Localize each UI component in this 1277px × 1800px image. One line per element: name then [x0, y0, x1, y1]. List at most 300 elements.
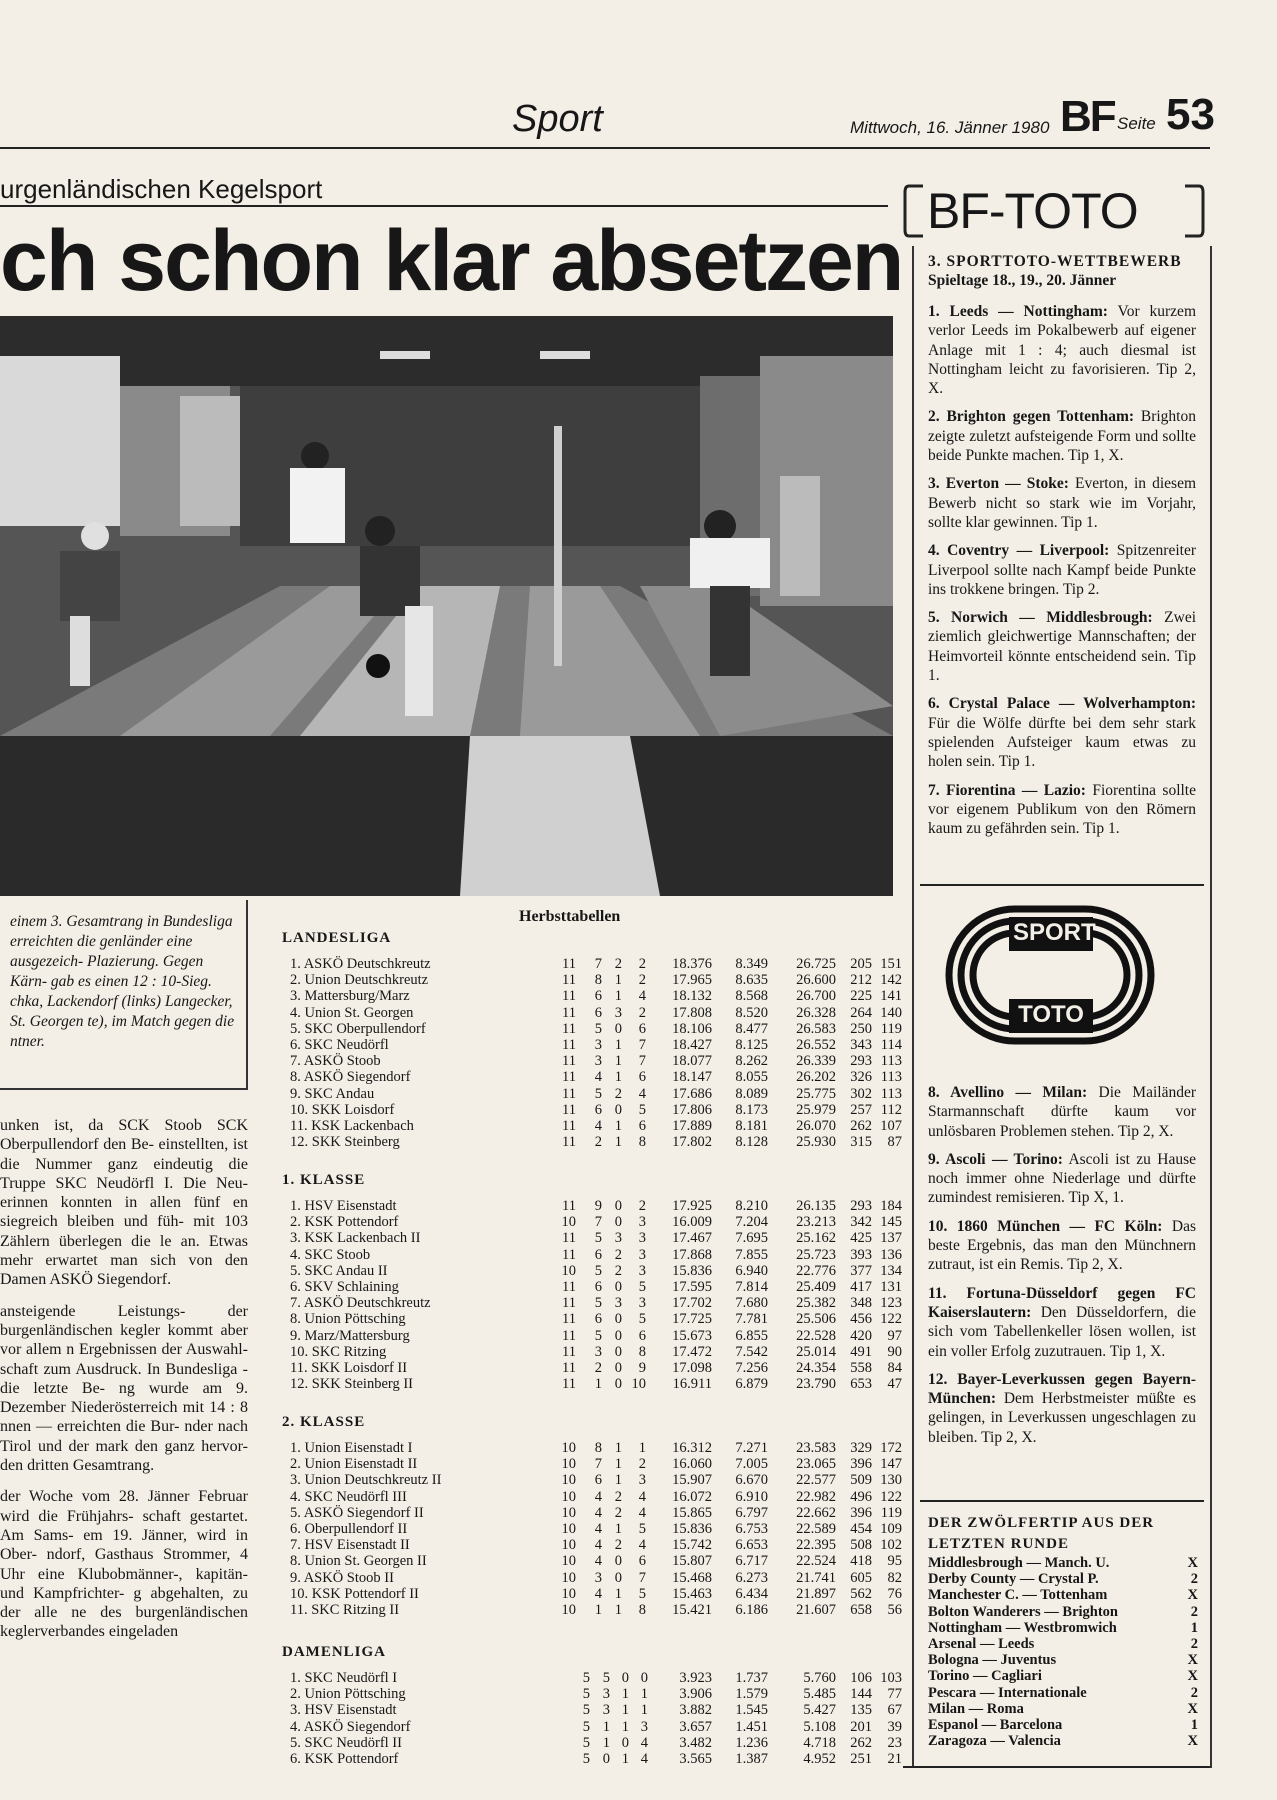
table-cell: 1	[614, 988, 622, 1005]
table-cell: 8.181	[735, 1118, 768, 1134]
table-cell: 3	[638, 1214, 646, 1231]
table-cell: 1	[614, 1134, 622, 1151]
table-cell: 2	[594, 1134, 602, 1151]
table-row	[290, 1360, 902, 1376]
table-cell: 1.451	[735, 1718, 768, 1735]
table-cell: 0	[614, 1101, 622, 1118]
sport-toto-logo	[945, 905, 1155, 1045]
match-title: 2. Brighton gegen Tottenham:	[928, 408, 1135, 426]
table-cell: 5	[582, 1751, 590, 1767]
table-cell: 22.662	[796, 1504, 836, 1521]
tip-match: Arsenal — Leeds	[928, 1636, 1035, 1652]
table-cell: 3.882	[679, 1702, 712, 1719]
tip-row	[928, 1571, 1198, 1587]
team-name: 1. Union Eisenstadt I	[290, 1440, 413, 1456]
table-cell: 6.855	[735, 1327, 768, 1344]
table-cell: 10	[561, 1262, 576, 1279]
table-cell: 39	[887, 1718, 902, 1735]
team-name: 4. ASKÖ Siegendorf	[290, 1718, 411, 1735]
table-cell: 6.653	[735, 1537, 768, 1554]
table-cell: 18.077	[672, 1053, 712, 1070]
table-cell: 113	[880, 1085, 902, 1102]
table-cell: 6.940	[735, 1262, 768, 1279]
table-cell: 5	[638, 1521, 646, 1537]
table-cell: 11	[562, 1230, 576, 1247]
team-name: 1. SKC Neudörfl I	[290, 1670, 398, 1686]
article-headline: ch schon klar absetzen	[0, 213, 903, 309]
team-name: 10. SKK Loisdorf	[290, 1101, 395, 1118]
table-cell: 25.506	[796, 1311, 836, 1328]
table-cell: 147	[880, 1456, 902, 1473]
table-cell: 454	[850, 1521, 872, 1537]
toto-prediction	[928, 407, 1196, 465]
header-rule	[0, 147, 1210, 149]
table-cell: 26.552	[796, 1037, 836, 1053]
table-cell: 7.542	[735, 1343, 768, 1360]
table-row	[290, 1198, 902, 1214]
table-cell: 293	[850, 1053, 872, 1070]
table-cell: 0	[614, 1279, 622, 1295]
table-cell: 6.717	[735, 1553, 768, 1570]
table-cell: 11	[562, 1246, 576, 1263]
team-name: 1. ASKÖ Deutschkreutz	[290, 956, 431, 972]
tip-row	[928, 1717, 1198, 1733]
team-name: 6. KSK Pottendorf	[290, 1751, 399, 1767]
match-title: 1. Leeds — Nottingham:	[928, 303, 1108, 320]
match-comment: Vor kurzem verlor Leeds im Pokalbewerb auf eigener Anlage mit 1 : 4; auch diesmal ist Nottingham leicht zu favorisieren. Tip 2, X.	[928, 303, 1196, 398]
table-cell: 7.695	[735, 1230, 768, 1247]
table-cell: 11	[562, 1004, 576, 1021]
table-cell: 17.808	[672, 1004, 712, 1021]
table-cell: 22.982	[796, 1488, 836, 1505]
table-cell: 95	[887, 1553, 902, 1570]
table-cell: 201	[850, 1718, 872, 1735]
table-cell: 11	[562, 1198, 576, 1214]
table-cell: 6.273	[735, 1569, 768, 1586]
team-name: 8. ASKÖ Siegendorf	[290, 1069, 411, 1086]
table-cell: 5.760	[803, 1670, 836, 1686]
table-row	[290, 1734, 902, 1751]
table-cell: 3	[602, 1686, 610, 1703]
table-cell: 1	[621, 1718, 629, 1735]
table-cell: 212	[850, 972, 872, 989]
table-cell: 6.670	[735, 1472, 768, 1489]
table-cell: 17.467	[672, 1230, 712, 1247]
table-cell: 6	[594, 1472, 602, 1489]
table-cell: 11	[562, 1376, 576, 1393]
table-cell: 16.072	[672, 1488, 712, 1505]
team-name: 8. Union St. Georgen II	[290, 1553, 427, 1570]
logo-toto-text: TOTO	[1018, 1001, 1084, 1028]
table-cell: 2	[638, 1198, 646, 1214]
table-cell: 10	[561, 1537, 576, 1554]
team-name: 9. ASKÖ Stoob II	[290, 1569, 394, 1586]
table-cell: 4	[594, 1504, 602, 1521]
table-cell: 11	[562, 1311, 576, 1328]
table-cell: 2	[614, 956, 622, 972]
table-cell: 1	[614, 1037, 622, 1053]
table-cell: 17.925	[672, 1198, 712, 1214]
table-cell: 1	[614, 1602, 622, 1618]
table-cell: 17.098	[672, 1360, 712, 1376]
kicker-rule	[0, 205, 888, 207]
table-cell: 11	[562, 1295, 576, 1312]
table-cell: 7.855	[735, 1246, 768, 1263]
tip-row	[928, 1733, 1198, 1749]
table-cell: 6.797	[735, 1504, 768, 1521]
table-cell: 3	[594, 1053, 602, 1070]
match-comment: Die Mailänder Starmannschaft dürfte kaum vor unlösbaren Problemen stehen. Tip 2, X.	[928, 1084, 1196, 1140]
table-cell: 5	[582, 1702, 590, 1719]
table-cell: 3	[640, 1718, 648, 1735]
table-cell: 1	[614, 1440, 622, 1456]
table-cell: 1	[621, 1702, 629, 1719]
table-cell: 1	[614, 1472, 622, 1489]
team-name: 2. Union Deutschkreutz	[290, 972, 429, 989]
table-cell: 3	[614, 1230, 622, 1247]
table-cell: 2	[614, 1537, 622, 1554]
table-cell: 11	[562, 1118, 576, 1134]
table-cell: 17.595	[672, 1279, 712, 1295]
table-cell: 3	[638, 1472, 646, 1489]
table-cell: 26.600	[796, 972, 836, 989]
team-name: 5. SKC Andau II	[290, 1262, 388, 1279]
table-cell: 396	[850, 1456, 872, 1473]
table-cell: 6	[594, 988, 602, 1005]
team-name: 7. ASKÖ Deutschkreutz	[290, 1295, 431, 1312]
tip-row	[928, 1685, 1198, 1701]
table-cell: 21	[887, 1751, 902, 1767]
table-cell: 22.577	[796, 1472, 836, 1489]
table-cell: 11	[562, 1279, 576, 1295]
table-cell: 2	[638, 1004, 646, 1021]
table-cell: 1.579	[735, 1686, 768, 1703]
table-cell: 18.147	[672, 1069, 712, 1086]
table-cell: 1	[614, 1456, 622, 1473]
table-cell: 17.686	[672, 1085, 712, 1102]
team-name: 3. Mattersburg/Marz	[290, 988, 410, 1005]
toto-title: BF-TOTO	[927, 183, 1138, 239]
table-cell: 7.680	[735, 1295, 768, 1312]
team-name: 5. SKC Neudörfl II	[290, 1734, 402, 1751]
table-cell: 3.657	[679, 1718, 712, 1735]
table-cell: 1	[638, 1440, 646, 1456]
table-cell: 11	[562, 1037, 576, 1053]
table-cell: 144	[850, 1686, 872, 1703]
table-cell: 5	[594, 1020, 602, 1037]
table-cell: 5	[582, 1718, 590, 1735]
table-cell: 8.349	[735, 956, 768, 972]
table-cell: 134	[880, 1262, 902, 1279]
table-cell: 77	[887, 1686, 902, 1703]
table-cell: 509	[850, 1472, 872, 1489]
table-cell: 15.907	[672, 1472, 712, 1489]
table-row	[290, 1553, 902, 1570]
table-cell: 25.162	[796, 1230, 836, 1247]
table-row	[290, 1585, 902, 1602]
table-cell: 8.125	[735, 1037, 768, 1053]
table-cell: 496	[850, 1488, 872, 1505]
table-cell: 302	[850, 1085, 872, 1102]
table-cell: 25.979	[796, 1101, 836, 1118]
toto-prediction	[928, 474, 1196, 532]
table-cell: 1.236	[735, 1734, 768, 1751]
table-cell: 5.108	[803, 1718, 836, 1735]
table-cell: 0	[614, 1327, 622, 1344]
table-cell: 3	[638, 1230, 646, 1247]
table-cell: 5	[582, 1734, 590, 1751]
table-cell: 3	[602, 1702, 610, 1719]
article-paragraph: der Woche vom 28. Jänner Februar wird die Frühjahrs- schaft gestartet. Am Sams- em 19. Jänner, wird in Ober- ndorf, Gasthaus Strommer, 4 Uhr eine Klubobmänner-, kapitän- und Kampfrichter- g abgehalten, zu der alle ne des burgenländischen keglerverbandes eingeladen	[0, 1488, 248, 1641]
section-title: Sport	[512, 98, 603, 140]
table-cell: 5	[594, 1295, 602, 1312]
toto-intro-title: 3. SPORTTOTO-WETTBEWERB	[928, 253, 1182, 270]
page-label: Seite	[1117, 114, 1156, 133]
table-row	[290, 1702, 902, 1719]
table-cell: 293	[850, 1198, 872, 1214]
table-cell: 6.879	[735, 1376, 768, 1393]
table-cell: 5.485	[803, 1686, 836, 1703]
table-cell: 119	[880, 1020, 902, 1037]
table-cell: 4	[640, 1734, 648, 1751]
team-name: 3. Union Deutschkreutz II	[290, 1472, 442, 1489]
table-row	[290, 1262, 902, 1279]
table-row	[290, 1718, 902, 1735]
table-cell: 4	[638, 1488, 646, 1505]
match-title: 11. Fortuna-Düsseldorf gegen FC Kaiserslautern:	[928, 1284, 1196, 1321]
table-cell: 2	[638, 972, 646, 989]
table-cell: 1	[614, 1585, 622, 1602]
table-cell: 6	[594, 1101, 602, 1118]
table-cell: 393	[850, 1246, 872, 1263]
table-cell: 10	[561, 1504, 576, 1521]
table-cell: 122	[880, 1311, 902, 1328]
table-cell: 0	[614, 1343, 622, 1360]
table-cell: 3.923	[679, 1670, 712, 1686]
table-cell: 1	[614, 1069, 622, 1086]
table-cell: 2	[638, 1456, 646, 1473]
table-cell: 250	[850, 1020, 872, 1037]
team-name: 11. SKC Ritzing II	[290, 1602, 400, 1618]
table-cell: 7	[638, 1053, 646, 1070]
match-comment: Das beste Ergebnis, das man den Münchnern zutraut, ist ein Remis. Tip 2, X.	[928, 1217, 1196, 1274]
table-cell: 18.376	[672, 956, 712, 972]
table-cell: 11	[562, 1085, 576, 1102]
article-paragraph: ansteigende Leistungs- der burgenländischen kegler kommt aber vor allem n Ergebnissen der Auswahl- schaft zum Ausdruck. In Bundesliga - die letzte Be- ng wurde am 9. Dezember Niederösterreich mit 14 : 8 nnen — erreichten die Bur- nder nach Tirol und der mark den ganz hervor- den dritten Gesamtrang.	[0, 1302, 248, 1475]
issue-date: Mittwoch, 16. Jänner 1980	[850, 118, 1050, 137]
table-cell: 4	[638, 988, 646, 1005]
match-comment: Fiorentina sollte vor eigenem Publikum von den Römern kaum zu gefährden sein. Tip 1.	[928, 781, 1196, 838]
table-cell: 0	[614, 1360, 622, 1376]
table-cell: 84	[887, 1360, 902, 1376]
match-title: 10. 1860 München — FC Köln:	[928, 1217, 1163, 1235]
table-cell: 5	[582, 1686, 590, 1703]
table-cell: 4	[638, 1085, 646, 1102]
table-cell: 8.128	[735, 1134, 768, 1151]
toto-predictions-b	[928, 1083, 1196, 1456]
table-cell: 4	[638, 1504, 646, 1521]
table-row	[290, 1214, 902, 1231]
table-cell: 119	[880, 1504, 902, 1521]
table-cell: 15.673	[672, 1327, 712, 1344]
match-title: 8. Avellino — Milan:	[928, 1084, 1088, 1101]
table-cell: 417	[850, 1279, 872, 1295]
table-cell: 6	[594, 1246, 602, 1263]
team-name: 7. HSV Eisenstadt II	[290, 1537, 410, 1554]
table-row	[290, 1101, 902, 1118]
toto-intro	[928, 252, 1196, 301]
table-cell: 26.328	[796, 1004, 836, 1021]
article-body	[0, 1116, 248, 1654]
tip-result: X	[1187, 1587, 1198, 1604]
table-cell: 4	[594, 1553, 602, 1570]
table-cell: 0	[640, 1670, 648, 1686]
tables-title: Herbsttabellen	[519, 908, 621, 925]
tip-result: 1	[1190, 1717, 1198, 1733]
table-cell: 113	[880, 1069, 902, 1086]
table-cell: 17.802	[672, 1134, 712, 1151]
table-cell: 10	[631, 1376, 646, 1393]
table-cell: 0	[614, 1214, 622, 1231]
tip-result: X	[1187, 1733, 1198, 1750]
table-cell: 420	[850, 1327, 872, 1344]
toto-prediction	[928, 1150, 1196, 1208]
team-name: 3. HSV Eisenstadt	[290, 1702, 397, 1719]
table-cell: 2	[614, 1504, 622, 1521]
table-cell: 2	[594, 1360, 602, 1376]
table-cell: 2	[614, 1085, 622, 1102]
match-comment: Den Düsseldorfern, die sich vom Tabellenkeller lösen wollen, ist ein voller Erfolg zuzutrauen. Tip 1, X.	[928, 1303, 1196, 1360]
article-kicker: urgenländischen Kegelsport	[0, 174, 323, 204]
table-cell: 3.482	[679, 1734, 712, 1751]
table-cell: 205	[850, 956, 872, 972]
table-cell: 418	[850, 1553, 872, 1570]
table-cell: 26.700	[796, 988, 836, 1005]
table-row	[290, 1670, 902, 1686]
table-cell: 3	[594, 1569, 602, 1586]
table-cell: 10	[561, 1521, 576, 1537]
match-comment: Spitzenreiter Liverpool sollte nach Kampf beide Punkte ins trokkene bringen. Tip 2.	[928, 542, 1196, 598]
table-cell: 0	[621, 1734, 629, 1751]
table-row	[290, 1295, 902, 1312]
league-title: 2. KLASSE	[282, 1414, 366, 1430]
table-cell: 26.135	[796, 1198, 836, 1214]
table-cell: 6	[638, 1553, 646, 1570]
table-cell: 3	[614, 1295, 622, 1312]
tip-match: Bologna — Juventus	[928, 1652, 1057, 1669]
table-cell: 114	[880, 1037, 902, 1053]
tip-row	[928, 1604, 1198, 1620]
table-cell: 3	[638, 1262, 646, 1279]
tip-row	[928, 1587, 1198, 1603]
tip-match: Pescara — Internationale	[928, 1684, 1087, 1701]
toto-prediction	[928, 694, 1196, 771]
table-cell: 7	[638, 1037, 646, 1053]
table-cell: 7.204	[735, 1214, 768, 1231]
table-cell: 1	[621, 1751, 629, 1767]
brand-logo: BF	[1060, 92, 1115, 141]
table-cell: 3	[594, 1343, 602, 1360]
tip-row	[928, 1620, 1198, 1636]
table-cell: 17.868	[672, 1246, 712, 1263]
tip-result: 2	[1190, 1636, 1198, 1652]
table-cell: 151	[880, 956, 902, 972]
table-cell: 21.607	[796, 1602, 836, 1618]
table-cell: 7	[594, 1214, 602, 1231]
table-cell: 22.528	[796, 1327, 836, 1344]
table-cell: 5.427	[803, 1702, 836, 1719]
table-cell: 18.106	[672, 1020, 712, 1037]
table-cell: 22.589	[796, 1521, 836, 1537]
team-name: 5. SKC Oberpullendorf	[290, 1020, 426, 1037]
table-cell: 15.865	[672, 1504, 712, 1521]
table-cell: 7	[594, 1456, 602, 1473]
table-cell: 1	[640, 1686, 648, 1703]
table-cell: 262	[850, 1734, 872, 1751]
table-cell: 17.725	[672, 1311, 712, 1328]
table-cell: 4	[594, 1488, 602, 1505]
toto-prediction	[928, 608, 1196, 685]
tip-match: Milan — Roma	[928, 1700, 1024, 1717]
toto-separator	[920, 884, 1204, 886]
league-title: LANDESLIGA	[282, 930, 392, 946]
table-cell: 142	[880, 972, 902, 989]
table-cell: 6.910	[735, 1488, 768, 1505]
toto-prediction	[928, 781, 1196, 839]
table-cell: 8.477	[735, 1020, 768, 1037]
table-cell: 3.906	[679, 1686, 712, 1703]
table-cell: 8	[594, 1440, 602, 1456]
table-cell: 6	[638, 1327, 646, 1344]
table-cell: 15.807	[672, 1553, 712, 1570]
table-cell: 8.262	[735, 1053, 768, 1070]
table-cell: 141	[880, 988, 902, 1005]
table-cell: 137	[880, 1230, 902, 1247]
team-name: 1. HSV Eisenstadt	[290, 1198, 397, 1214]
table-row	[290, 1472, 902, 1489]
tip-match: Bolton Wanderers — Brighton	[928, 1603, 1119, 1620]
match-comment: Dem Herbstmeister müßte es gelingen, in Leverkussen ungeschlagen zu bleiben. Tip 2, X.	[928, 1390, 1196, 1446]
table-cell: 508	[850, 1537, 872, 1554]
table-cell: 15.742	[672, 1537, 712, 1554]
table-cell: 135	[850, 1702, 872, 1719]
table-cell: 26.339	[796, 1053, 836, 1070]
toto-prediction	[928, 1370, 1196, 1447]
table-cell: 7.005	[735, 1456, 768, 1473]
table-row	[290, 1488, 902, 1505]
table-cell: 22.395	[796, 1537, 836, 1554]
table-cell: 56	[887, 1602, 902, 1618]
table-cell: 10	[561, 1585, 576, 1602]
table-cell: 8.173	[735, 1101, 768, 1118]
table-cell: 1	[594, 1376, 602, 1393]
table-row	[290, 1569, 902, 1586]
team-name: 2. KSK Pottendorf	[290, 1214, 399, 1231]
tip-match: Zaragoza — Valencia	[928, 1733, 1061, 1750]
table-cell: 109	[880, 1521, 902, 1537]
table-cell: 5	[582, 1670, 590, 1686]
logo-sport-text: SPORT	[1013, 919, 1096, 946]
table-cell: 17.472	[672, 1343, 712, 1360]
table-cell: 425	[850, 1230, 872, 1247]
table-row	[290, 1327, 902, 1344]
table-row	[290, 1085, 902, 1102]
table-cell: 658	[850, 1602, 872, 1618]
table-cell: 8.210	[735, 1198, 768, 1214]
table-cell: 25.930	[796, 1134, 836, 1151]
table-cell: 343	[850, 1037, 872, 1053]
toto-prediction	[928, 541, 1196, 599]
